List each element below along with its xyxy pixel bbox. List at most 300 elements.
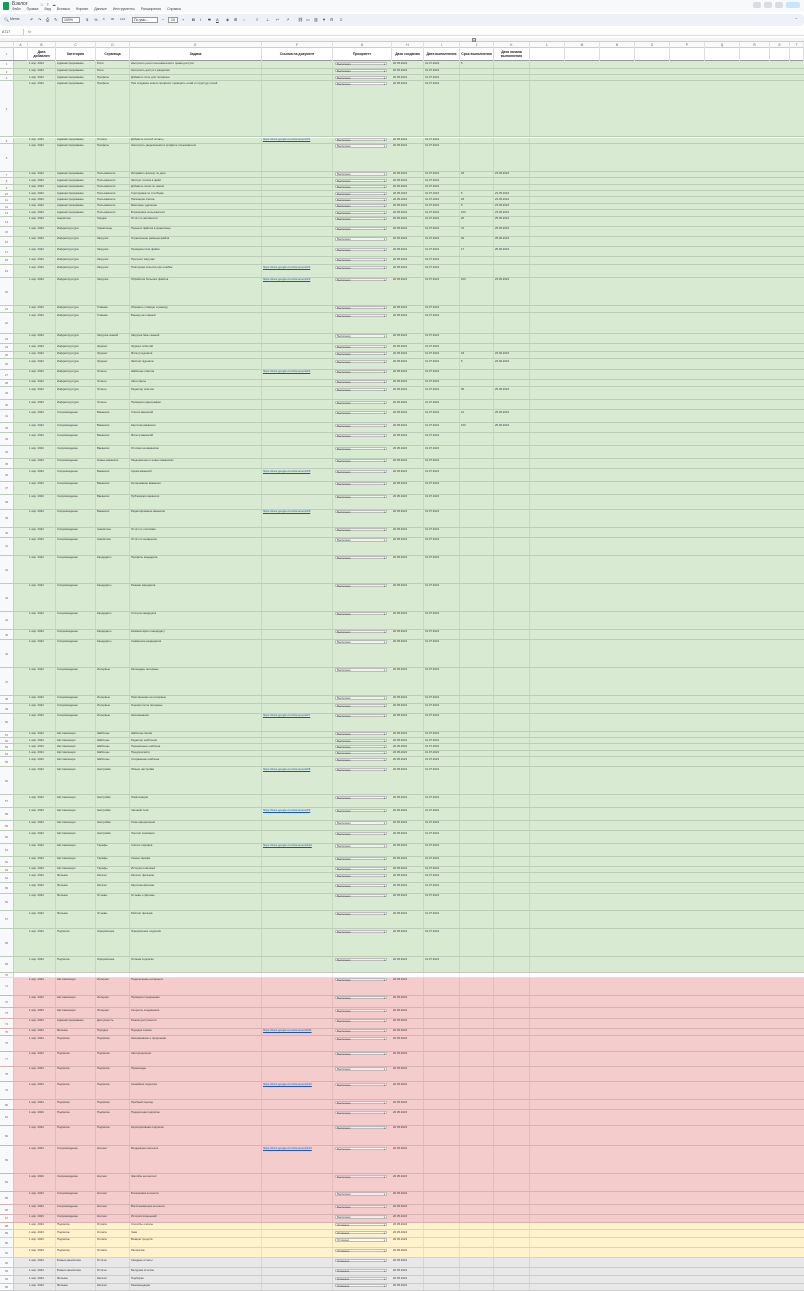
start-date-cell[interactable] [494,584,530,611]
page-cell[interactable]: Подписка [96,1052,130,1066]
task-cell[interactable]: Массовое удаление [130,204,262,209]
completed-date-cell[interactable]: 31.07.2024 [424,423,460,432]
row-number[interactable]: 95 [0,1284,14,1291]
date-cell[interactable]: 1 апр. 2024 [28,911,56,928]
task-cell[interactable]: Фильтр журнала [130,352,262,359]
link-cell[interactable] [262,1052,333,1066]
row-number[interactable]: 74 [0,1019,14,1028]
start-date-cell[interactable]: 25.06.2024 [494,410,530,422]
row-number[interactable]: 7 [0,172,14,177]
page-cell[interactable]: Подписка [96,1100,130,1109]
status-dropdown[interactable]: Выполнено ▾ [335,76,387,79]
column-header[interactable] [740,48,770,61]
task-cell[interactable]: Профиль кандидата [130,556,262,583]
start-date-cell[interactable]: 23.05.2024 [494,210,530,215]
created-date-cell[interactable]: 20.05.2024 [392,1082,424,1099]
page-cell[interactable]: Вакансии [96,433,130,445]
created-date-cell[interactable]: 20.05.2024 [392,808,424,820]
document-title[interactable]: Бэклог [12,1,28,7]
column-letter[interactable]: B [28,42,56,48]
page-cell[interactable]: Тарифы [96,857,130,866]
category-cell[interactable]: Подписка [56,1230,96,1237]
row-number[interactable]: 8 [0,178,14,183]
status-dropdown[interactable]: Выполнено ▾ [335,538,387,541]
start-date-cell[interactable] [494,344,530,351]
task-cell[interactable]: Добавить способ оплаты [130,138,262,143]
category-cell[interactable]: Инфраструктура [56,257,96,264]
date-cell[interactable]: 1 апр. 2024 [28,75,56,80]
category-cell[interactable]: Сопровождение [56,459,96,468]
completed-date-cell[interactable]: 31.07.2024 [424,612,460,629]
category-cell[interactable]: Сопровождение [56,446,96,458]
link-cell[interactable] [262,528,333,537]
row-number[interactable]: 63 [0,867,14,872]
duration-cell[interactable] [460,630,494,639]
status-dropdown[interactable]: Выполнено ▾ [335,144,387,147]
category-cell[interactable]: Сопровождение [56,482,96,494]
date-cell[interactable]: 1 апр. 2024 [28,247,56,256]
completed-date-cell[interactable] [424,1268,460,1275]
date-cell[interactable]: 1 апр. 2024 [28,1067,56,1081]
page-cell[interactable]: Порядок [96,1029,130,1036]
completed-date-cell[interactable]: 31.07.2024 [424,744,460,749]
task-cell[interactable]: Сохранение шаблона [130,757,262,766]
duration-cell[interactable] [460,446,494,458]
created-date-cell[interactable]: 20.05.2024 [392,744,424,749]
category-cell[interactable]: Кастомизация [56,867,96,872]
row-number[interactable]: 47 [0,668,14,695]
status-dropdown[interactable]: Выполнено ▾ [335,447,387,450]
column-letter[interactable]: J [460,42,494,48]
task-cell[interactable]: Баннер на главной [130,313,262,332]
date-cell[interactable]: 1 апр. 2024 [28,237,56,246]
link-cell[interactable] [262,459,333,468]
start-date-cell[interactable] [494,313,530,332]
date-cell[interactable]: 1 апр. 2024 [28,1215,56,1222]
page-cell[interactable]: Пользователи [96,204,130,209]
category-cell[interactable]: Инфраструктура [56,380,96,387]
completed-date-cell[interactable]: 31.07.2024 [424,387,460,399]
category-cell[interactable]: Сопровождение [56,668,96,695]
completed-date-cell[interactable]: 31.07.2024 [424,81,460,136]
created-date-cell[interactable]: 20.05.2024 [392,469,424,481]
text-color-icon[interactable]: A [216,17,219,22]
completed-date-cell[interactable] [424,973,460,977]
created-date-cell[interactable]: 20.05.2024 [392,929,424,956]
column-letter[interactable]: T [790,42,804,48]
task-cell[interactable]: Подключение интернета [130,978,262,995]
move-folder-icon[interactable]: ⇪ [46,2,50,7]
task-cell[interactable]: Ограничение размера файла [130,237,262,246]
completed-date-cell[interactable] [424,1205,460,1214]
page-cell[interactable]: Кандидаты [96,630,130,639]
duration-cell[interactable] [460,696,494,703]
category-cell[interactable]: Подписка [56,1067,96,1081]
link-cell[interactable] [262,185,333,190]
column-header[interactable] [565,48,600,61]
row-number[interactable]: 26 [0,359,14,368]
column-header[interactable] [790,48,804,61]
page-cell[interactable]: Настройки [96,831,130,843]
status-dropdown[interactable]: Выполнено ▾ [335,192,387,195]
row-number[interactable]: 53 [0,744,14,749]
task-cell[interactable]: Шаблоны писем [130,732,262,737]
page-cell[interactable]: Загрузки [96,247,130,256]
date-cell[interactable]: 1 апр. 2024 [28,344,56,351]
decrease-decimal-icon[interactable]: .0 [102,17,105,21]
created-date-cell[interactable]: 20.05.2024 [392,732,424,737]
page-cell[interactable]: Подписка [96,1110,130,1124]
undo-icon[interactable]: ↶ [30,17,34,22]
duration-cell[interactable] [460,1276,494,1283]
status-dropdown[interactable]: Выполнено ▾ [335,314,387,317]
start-date-cell[interactable] [494,400,530,409]
status-dropdown[interactable]: Выполнено ▾ [335,768,387,771]
status-dropdown[interactable]: Выполнено ▾ [335,217,387,220]
column-letter[interactable]: R [740,42,770,48]
completed-date-cell[interactable] [424,996,460,1008]
created-date-cell[interactable]: 20.05.2024 [392,265,424,277]
row-number[interactable]: 18 [0,257,14,264]
completed-date-cell[interactable] [424,1110,460,1124]
start-date-cell[interactable] [494,757,530,766]
status-dropdown[interactable]: Выполнено ▾ [335,1126,387,1129]
page-cell[interactable]: Доступность [96,1019,130,1028]
duration-cell[interactable]: 100 [460,210,494,215]
status-dropdown[interactable]: Выполнено ▾ [335,424,387,427]
created-date-cell[interactable]: 20.05.2024 [392,978,424,995]
start-date-cell[interactable] [494,738,530,743]
page-cell[interactable]: Оформление [96,929,130,956]
row-number[interactable]: 54 [0,751,14,756]
completed-date-cell[interactable] [424,1019,460,1028]
created-date-cell[interactable]: 20.05.2024 [392,1029,424,1036]
completed-date-cell[interactable] [424,1215,460,1222]
row-number[interactable]: 2 [0,69,14,74]
status-dropdown[interactable]: Выполнено ▾ [335,1175,387,1178]
page-cell[interactable]: Пользователи [96,191,130,196]
date-cell[interactable]: 1 апр. 2024 [28,873,56,882]
link-cell[interactable] [262,306,333,313]
task-cell[interactable]: Обработка больших файлов [130,278,262,305]
column-header[interactable]: Категория [56,48,96,61]
created-date-cell[interactable]: 20.05.2024 [392,1223,424,1230]
page-cell[interactable]: Контент [96,1146,130,1173]
task-cell[interactable]: Часовой пояс [130,808,262,820]
link-cell[interactable] [262,433,333,445]
created-date-cell[interactable]: 20.05.2024 [392,69,424,74]
link-cell[interactable] [262,400,333,409]
task-cell[interactable]: Приглашение на интервью [130,696,262,703]
link-cell[interactable] [262,1205,333,1214]
duration-cell[interactable] [460,495,494,509]
category-cell[interactable]: Администрирование [56,197,96,202]
completed-date-cell[interactable]: 31.07.2024 [424,929,460,956]
row-number[interactable]: 12 [0,204,14,209]
category-cell[interactable]: Подписка [56,1223,96,1230]
page-cell[interactable]: Главная [96,313,130,332]
start-date-cell[interactable] [494,178,530,183]
status-dropdown[interactable]: Выполнено ▾ [335,352,387,355]
page-cell[interactable]: Оформление [96,957,130,971]
start-date-cell[interactable] [494,612,530,629]
completed-date-cell[interactable]: 31.07.2024 [424,821,460,830]
start-date-cell[interactable] [494,306,530,313]
date-cell[interactable]: 1 апр. 2024 [28,1205,56,1214]
task-cell[interactable]: Автопродление [130,1052,262,1066]
page-cell[interactable]: Интервью [96,668,130,695]
completed-date-cell[interactable]: 31.07.2024 [424,668,460,695]
status-dropdown[interactable]: Выполнено ▾ [335,556,387,559]
formula-input[interactable] [36,29,796,35]
completed-date-cell[interactable] [424,1082,460,1099]
duration-cell[interactable] [460,75,494,80]
start-date-cell[interactable] [494,957,530,971]
task-cell[interactable]: Отчёт по откликам [130,528,262,537]
completed-date-cell[interactable]: 31.07.2024 [424,75,460,80]
column-header[interactable] [14,48,28,61]
menu-item[interactable]: Вставка [56,7,70,11]
duration-cell[interactable] [460,81,494,136]
column-letter[interactable]: Q [705,42,740,48]
duration-cell[interactable]: 26 [460,217,494,226]
link-cell[interactable] [262,172,333,177]
duration-cell[interactable] [460,313,494,332]
date-cell[interactable]: 1 апр. 2024 [28,757,56,766]
category-cell[interactable]: Администрирование [56,210,96,215]
status-dropdown[interactable]: Выполнено ▾ [335,745,387,748]
category-cell[interactable]: Инфраструктура [56,387,96,399]
created-date-cell[interactable]: 20.05.2024 [392,359,424,368]
status-dropdown[interactable]: Выполнено ▾ [335,204,387,207]
duration-cell[interactable] [460,973,494,977]
created-date-cell[interactable]: 20.05.2024 [392,1052,424,1066]
completed-date-cell[interactable]: 31.07.2024 [424,278,460,305]
start-date-cell[interactable]: 25.06.2024 [494,237,530,246]
duration-cell[interactable] [460,808,494,820]
column-header[interactable] [530,48,565,61]
completed-date-cell[interactable]: 31.07.2024 [424,204,460,209]
task-cell[interactable]: Проверка типа файла [130,247,262,256]
row-number[interactable]: 78 [0,1067,14,1081]
page-cell[interactable]: Кандидаты [96,556,130,583]
start-date-cell[interactable]: 25.06.2024 [494,217,530,226]
link-cell[interactable]: https://docs.google.com/document/d/6 [262,510,333,527]
horizontal-align-icon[interactable]: ≡ [256,17,259,22]
history-icon[interactable] [753,2,761,8]
link-cell[interactable]: https://docs.google.com/document/d/11 [262,1029,333,1036]
page-cell[interactable]: Шаблоны [96,732,130,737]
row-number[interactable]: 40 [0,528,14,537]
row-number[interactable]: 3 [0,75,14,80]
duration-cell[interactable] [460,767,494,794]
category-cell[interactable]: Кастомизация [56,757,96,766]
status-dropdown[interactable]: Выполнено ▾ [335,1111,387,1114]
column-letter[interactable]: K [494,42,530,48]
completed-date-cell[interactable]: 31.07.2024 [424,556,460,583]
category-cell[interactable]: Сопровождение [56,1215,96,1222]
status-dropdown[interactable]: Выполнено ▾ [335,758,387,761]
category-cell[interactable]: Инфраструктура [56,237,96,246]
status-dropdown[interactable]: Выполнено ▾ [335,739,387,742]
date-cell[interactable]: 1 апр. 2024 [28,1230,56,1237]
start-date-cell[interactable]: 25.06.2024 [494,423,530,432]
link-cell[interactable]: https://docs.google.com/document/d/1 [262,138,333,143]
date-cell[interactable]: 1 апр. 2024 [28,528,56,537]
duration-cell[interactable] [460,795,494,807]
page-cell[interactable]: Интервью [96,696,130,703]
page-cell[interactable]: Оплата [96,1223,130,1230]
category-cell[interactable]: Администрирование [56,178,96,183]
status-dropdown[interactable]: Выполнено ▾ [335,459,387,462]
duration-cell[interactable]: 100 [460,423,494,432]
status-dropdown[interactable]: Выполнено ▾ [335,528,387,531]
link-cell[interactable] [262,973,333,977]
row-number[interactable]: 9 [0,185,14,190]
category-cell[interactable]: Администрирование [56,144,96,171]
start-date-cell[interactable] [494,1230,530,1237]
category-cell[interactable]: Администрирование [56,61,96,68]
date-cell[interactable]: 1 апр. 2024 [28,1126,56,1145]
date-cell[interactable]: 1 апр. 2024 [28,732,56,737]
date-cell[interactable]: 1 апр. 2024 [28,1276,56,1283]
date-cell[interactable]: 1 апр. 2024 [28,696,56,703]
link-cell[interactable] [262,873,333,882]
category-cell[interactable]: Кастомизация [56,795,96,807]
link-cell[interactable] [262,204,333,209]
status-dropdown[interactable]: Выполнено ▾ [335,470,387,473]
status-dropdown[interactable]: Выполнено ▾ [335,266,387,269]
status-dropdown[interactable]: Выполнено ▾ [335,1215,387,1218]
status-dropdown[interactable]: Выполнено ▾ [335,1009,387,1012]
category-cell[interactable]: Инфраструктура [56,344,96,351]
category-cell[interactable]: Бизнес-аналитика [56,1258,96,1267]
page-cell[interactable]: Загрузки [96,265,130,277]
category-cell[interactable]: Сопровождение [56,410,96,422]
status-dropdown[interactable]: Выполнено ▾ [335,668,387,671]
category-cell[interactable]: Сопровождение [56,612,96,629]
status-dropdown[interactable]: Выполнено ▾ [335,306,387,309]
start-date-cell[interactable] [494,821,530,830]
category-cell[interactable]: Администрирование [56,185,96,190]
start-date-cell[interactable] [494,1019,530,1028]
duration-cell[interactable] [460,1052,494,1066]
start-date-cell[interactable] [494,1100,530,1109]
task-cell[interactable]: Перенос файлов в хранилище [130,227,262,236]
link-cell[interactable] [262,380,333,387]
completed-date-cell[interactable]: 31.07.2024 [424,469,460,481]
start-date-cell[interactable] [494,668,530,695]
status-dropdown[interactable]: Выполнено ▾ [335,278,387,281]
created-date-cell[interactable]: 20.05.2024 [392,257,424,264]
page-cell[interactable]: Интернет [96,996,130,1008]
row-number[interactable]: 41 [0,538,14,555]
status-dropdown[interactable]: Выполнено ▾ [335,1192,387,1195]
task-cell[interactable]: Возврат средств [130,1238,262,1247]
status-dropdown[interactable]: Выполнено ▾ [335,1052,387,1055]
completed-date-cell[interactable] [424,1146,460,1173]
text-rotation-icon[interactable]: ↗ [286,17,290,22]
category-cell[interactable]: Подписка [56,1082,96,1099]
start-date-cell[interactable] [494,973,530,977]
completed-date-cell[interactable]: 31.07.2024 [424,178,460,183]
page-cell[interactable]: Каталог [96,883,130,892]
row-number[interactable]: 39 [0,510,14,527]
completed-date-cell[interactable]: 31.07.2024 [424,191,460,196]
start-date-cell[interactable]: 23.06.2024 [494,352,530,359]
date-cell[interactable]: 1 апр. 2024 [28,446,56,458]
task-cell[interactable]: Журнал событий [130,344,262,351]
status-dropdown[interactable]: Отменено ▾ [335,1277,387,1280]
start-date-cell[interactable] [494,831,530,843]
status-dropdown[interactable]: Выполнено ▾ [335,179,387,182]
status-dropdown[interactable]: Выполнено ▾ [335,584,387,587]
task-cell[interactable]: Карточка фильма [130,883,262,892]
filter-icon[interactable]: ▼ [322,17,326,22]
row-number[interactable]: 22 [0,313,14,332]
font-size-input[interactable]: 10 [168,17,178,23]
row-number[interactable]: 25 [0,352,14,359]
created-date-cell[interactable]: 20.05.2024 [392,61,424,68]
start-date-cell[interactable] [494,732,530,737]
strikethrough-icon[interactable]: S [208,17,211,22]
created-date-cell[interactable]: 20.05.2024 [392,423,424,432]
start-date-cell[interactable] [494,1146,530,1173]
category-cell[interactable]: Подписка [56,1110,96,1124]
completed-date-cell[interactable]: 31.07.2024 [424,370,460,379]
start-date-cell[interactable] [494,469,530,481]
completed-date-cell[interactable] [424,1100,460,1109]
completed-date-cell[interactable]: 31.07.2024 [424,808,460,820]
category-cell[interactable]: Инфраструктура [56,359,96,368]
created-date-cell[interactable]: 20.05.2024 [392,1238,424,1247]
created-date-cell[interactable]: 20.05.2024 [392,668,424,695]
row-number[interactable]: 1 [0,48,14,60]
duration-cell[interactable] [460,1100,494,1109]
start-date-cell[interactable] [494,630,530,639]
row-number[interactable]: 73 [0,1008,14,1017]
row-number[interactable]: 28 [0,380,14,387]
page-cell[interactable]: Пользователи [96,210,130,215]
task-cell[interactable]: Напоминание о продлении [130,1036,262,1050]
status-dropdown[interactable]: Выполнено ▾ [335,172,387,175]
link-cell[interactable] [262,612,333,629]
status-dropdown[interactable]: Отложено ▾ [335,1249,387,1252]
created-date-cell[interactable]: 20.05.2024 [392,821,424,830]
duration-cell[interactable] [460,306,494,313]
task-cell[interactable]: Тема оформления [130,821,262,830]
duration-cell[interactable]: 21 [460,410,494,422]
created-date-cell[interactable]: 20.05.2024 [392,873,424,882]
created-date-cell[interactable]: 20.05.2024 [392,344,424,351]
task-cell[interactable]: Экспорт журнала [130,359,262,368]
group-collapse-toggle[interactable]: ⊟ [473,38,476,42]
merge-cells-icon[interactable]: ⇔ [242,17,246,22]
task-cell[interactable]: Подарочная подписка [130,1110,262,1124]
created-date-cell[interactable]: 20.05.2024 [392,1192,424,1204]
page-cell[interactable]: Контент [96,1174,130,1191]
completed-date-cell[interactable]: 31.07.2024 [424,873,460,882]
created-date-cell[interactable]: 20.05.2024 [392,704,424,713]
duration-cell[interactable]: 100 [460,278,494,305]
duration-cell[interactable] [460,556,494,583]
page-cell[interactable]: Интервью [96,704,130,713]
category-cell[interactable]: Администрирование [56,172,96,177]
start-date-cell[interactable] [494,1248,530,1257]
start-date-cell[interactable] [494,978,530,995]
created-date-cell[interactable]: 20.05.2024 [392,538,424,555]
date-cell[interactable]: 1 апр. 2024 [28,767,56,794]
